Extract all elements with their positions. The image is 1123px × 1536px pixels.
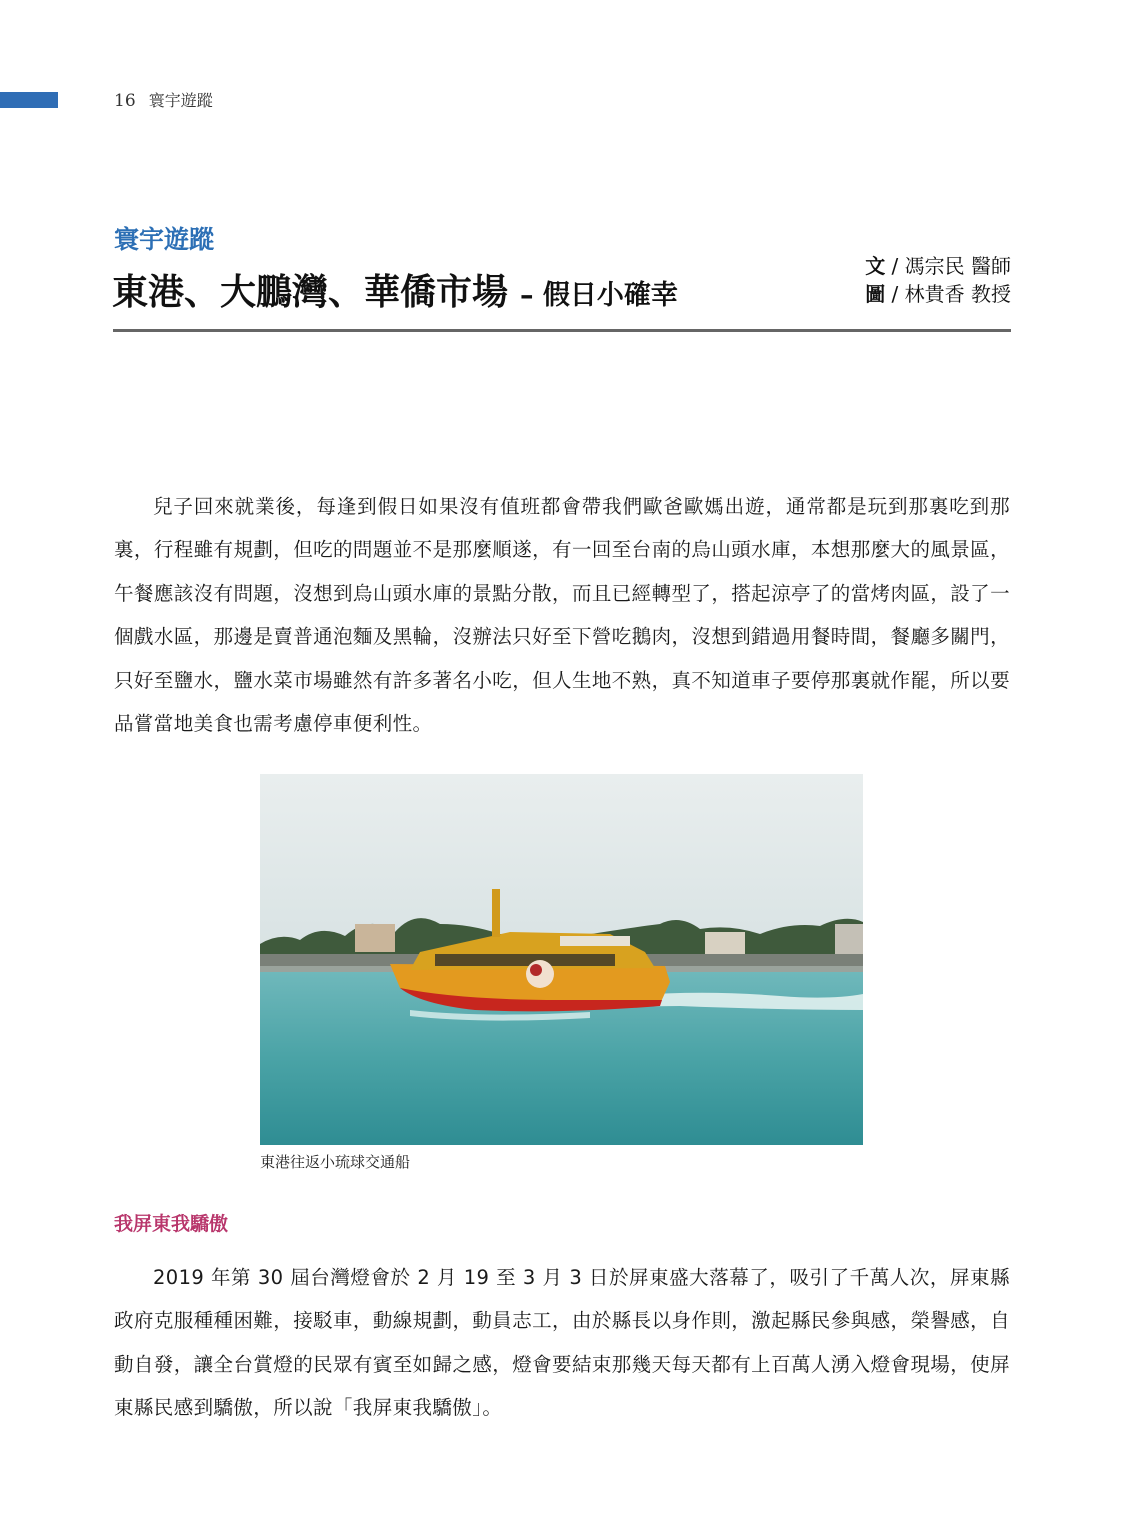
title-divider (113, 329, 1011, 332)
ferry-photo (260, 774, 863, 1145)
section-kicker: 寰宇遊蹤 (114, 225, 215, 254)
text-credit (865, 252, 1011, 280)
running-title: 寰宇遊蹤 (148, 91, 213, 110)
page-tab-marker (0, 92, 58, 108)
section-heading: 我屏東我驕傲 (114, 1213, 229, 1235)
body-paragraph-2: 2019 年第 30 屆台灣燈會於 2 月 19 至 3 月 3 日於屏東盛大落幕了，吸引了千萬人次，屏東縣政府克服種種困難，接駁車，動線規劃，動員志工，由於縣長以身作則，激起縣民參與感，榮譽感，自動自發，讓全台賞燈的民眾有賓至如歸之感，燈會要結束那幾天每天都有上百萬人湧入燈會現場，使屏東縣民感到驕傲，所以說「我屏東我驕傲」。 (114, 1265, 1010, 1419)
photo-credit (865, 280, 1011, 308)
title-subtitle: – 假日小確幸 (520, 280, 678, 311)
photo-credit-author: / 林貴香 教授 (891, 282, 1011, 306)
photo-credit-label: 圖 (865, 282, 886, 306)
author-credits (865, 252, 1011, 308)
article-title (112, 264, 678, 315)
photo-caption: 東港往返小琉球交通船 (260, 1153, 411, 1171)
text-credit-label: 文 (865, 254, 886, 278)
text-credit-author: / 馮宗民 醫師 (891, 254, 1011, 278)
running-header (114, 88, 213, 111)
page-number: 16 (114, 91, 136, 111)
title-main: 東港、大鵬灣、華僑市場 (112, 272, 509, 313)
body-paragraph-1: 兒子回來就業後，每逢到假日如果沒有值班都會帶我們歐爸歐媽出遊，通常都是玩到那裏吃到那裏，行程雖有規劃，但吃的問題並不是那麼順遂，有一回至台南的烏山頭水庫，本想那麼大的風景區，午餐應該沒有問題，沒想到烏山頭水庫的景點分散，而且已經轉型了，搭起涼亭了的當烤肉區，設了一個戲水區，那邊是賣普通泡麵及黑輪，沒辦法只好至下營吃鵝肉，沒想到錯過用餐時間，餐廳多關門，只好至鹽水，鹽水菜市場雖然有許多著名小吃，但人生地不熟，真不知道車子要停那裏就作罷，所以要品嘗當地美食也需考慮停車便利性。 (114, 494, 1010, 735)
